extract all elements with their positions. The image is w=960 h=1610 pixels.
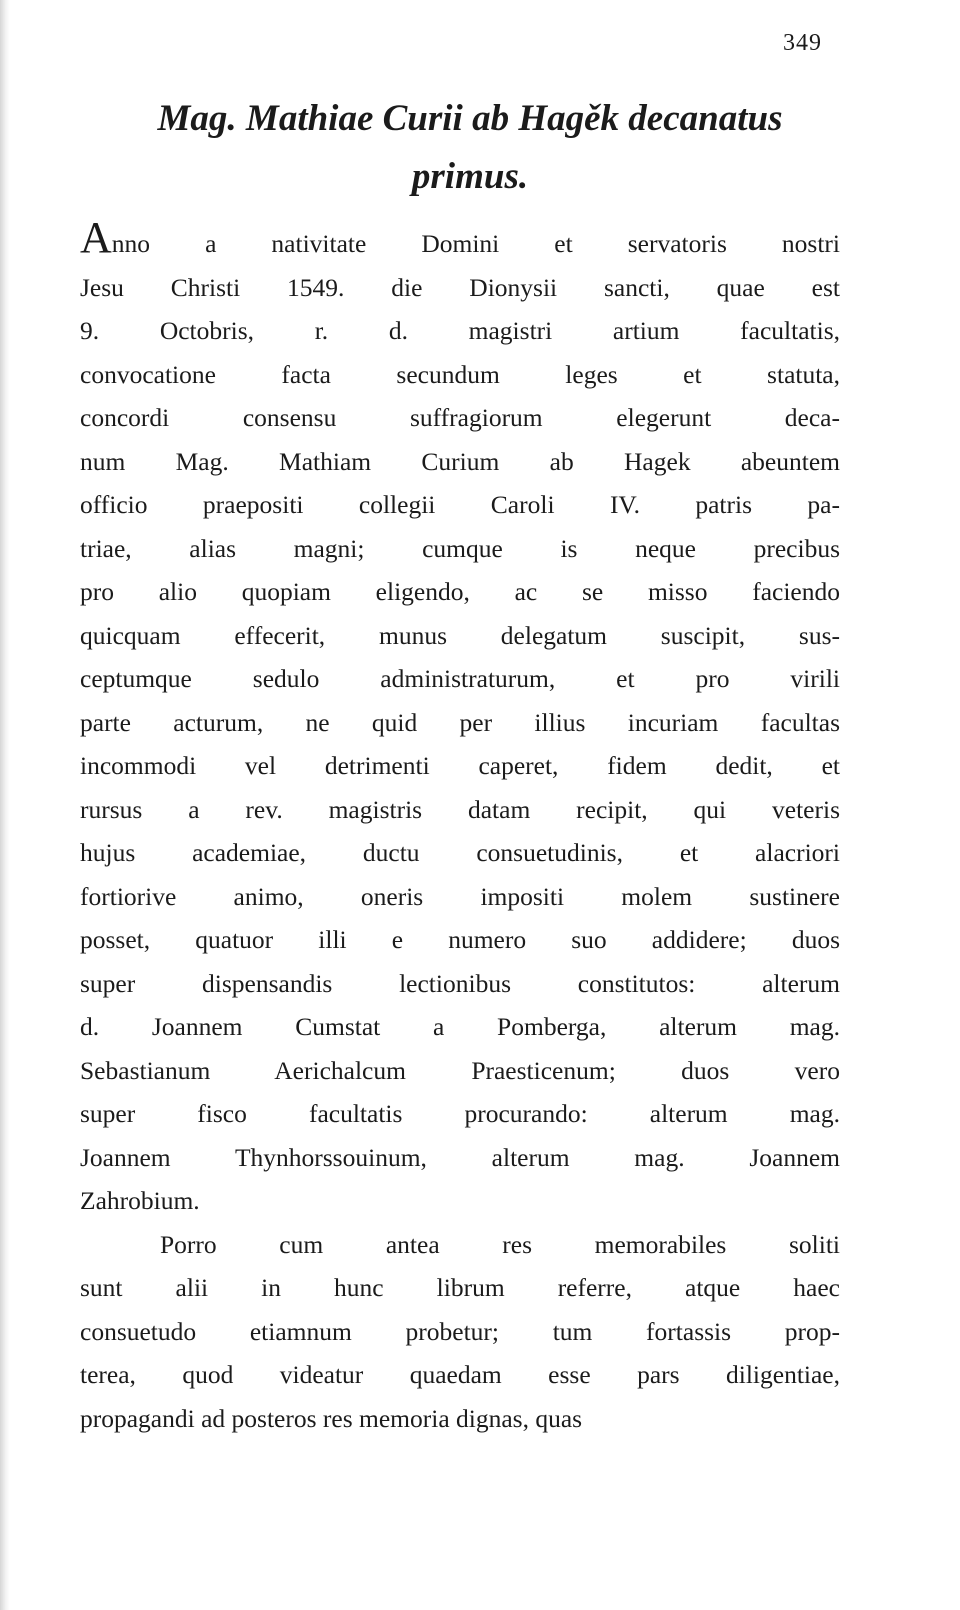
text-line: posset, quatuor illi e numero suo addidere; duos	[80, 925, 840, 954]
text-line: sunt alii in hunc librum referre, atque haec	[80, 1273, 840, 1302]
text-line: num Mag. Mathiam Curium ab Hagek abeuntem	[80, 446, 840, 476]
text-line: Joannem Thynhorssouinum, alterum mag. Joannem	[80, 1142, 840, 1172]
text-line: convocatione facta secundum leges et statuta,	[80, 359, 840, 389]
text-line: d. Joannem Cumstat a Pomberga, alterum mag.	[80, 1012, 840, 1041]
text-line: quicquam effecerit, munus delegatum suscipit, sus-	[80, 620, 840, 650]
initial-letter: A	[80, 213, 112, 262]
text-line: terea, quod videatur quaedam esse pars diligentiae,	[80, 1360, 840, 1389]
text-line: ceptumque sedulo administraturum, et pro virili	[80, 664, 840, 693]
text-line: pro alio quopiam eligendo, ac se misso faciendo	[80, 577, 840, 606]
text-line: concordi consensu suffragiorum elegerunt deca-	[80, 403, 840, 432]
text-line: Porro cum antea res memorabiles soliti	[160, 1229, 840, 1259]
text-line: Zahrobium.	[80, 1186, 200, 1215]
page-number: 349	[783, 30, 822, 56]
text-line: hujus academiae, ductu consuetudinis, et alacriori	[80, 838, 840, 867]
text-line: Sebastianum Aerichalcum Praesticenum; duos vero	[80, 1055, 840, 1085]
text-line: Jesu Christi 1549. die Dionysii sancti, quae est	[80, 272, 840, 302]
text-line: officio praepositi collegii Caroli IV. patris pa-	[80, 490, 840, 519]
text-line: triae, alias magni; cumque is neque precibus	[80, 533, 840, 563]
page-left-edge-shadow	[0, 0, 10, 1610]
text-line: fortiorive animo, oneris impositi molem sustinere	[80, 881, 840, 911]
first-line-text: nno a nativitate Domini et servatoris nostri	[111, 229, 840, 258]
body-text	[80, 213, 840, 1440]
paragraph-2	[80, 1223, 840, 1441]
text-line: parte acturum, ne quid per illius incuriam facultas	[80, 707, 840, 737]
paragraph-1-first-line	[80, 213, 840, 266]
text-line: super dispensandis lectionibus constitutos: alterum	[80, 968, 840, 998]
text-line: 9. Octobris, r. d. magistri artium facultatis,	[80, 316, 840, 345]
text-line: rursus a rev. magistris datam recipit, qui veteris	[80, 794, 840, 824]
text-line: propagandi ad posteros res memoria dignas, quas	[80, 1403, 583, 1433]
text-line: super fisco facultatis procurando: alterum mag.	[80, 1099, 840, 1128]
section-heading-line-2: primus.	[411, 156, 529, 197]
text-line: consuetudo etiamnum probetur; tum fortassis prop-	[80, 1316, 840, 1346]
paragraph-1	[80, 213, 840, 1223]
section-heading-line-1: Mag. Mathiae Curii ab Hagěk decanatus	[157, 98, 783, 139]
text-line: incommodi vel detrimenti caperet, fidem dedit, et	[80, 751, 840, 780]
